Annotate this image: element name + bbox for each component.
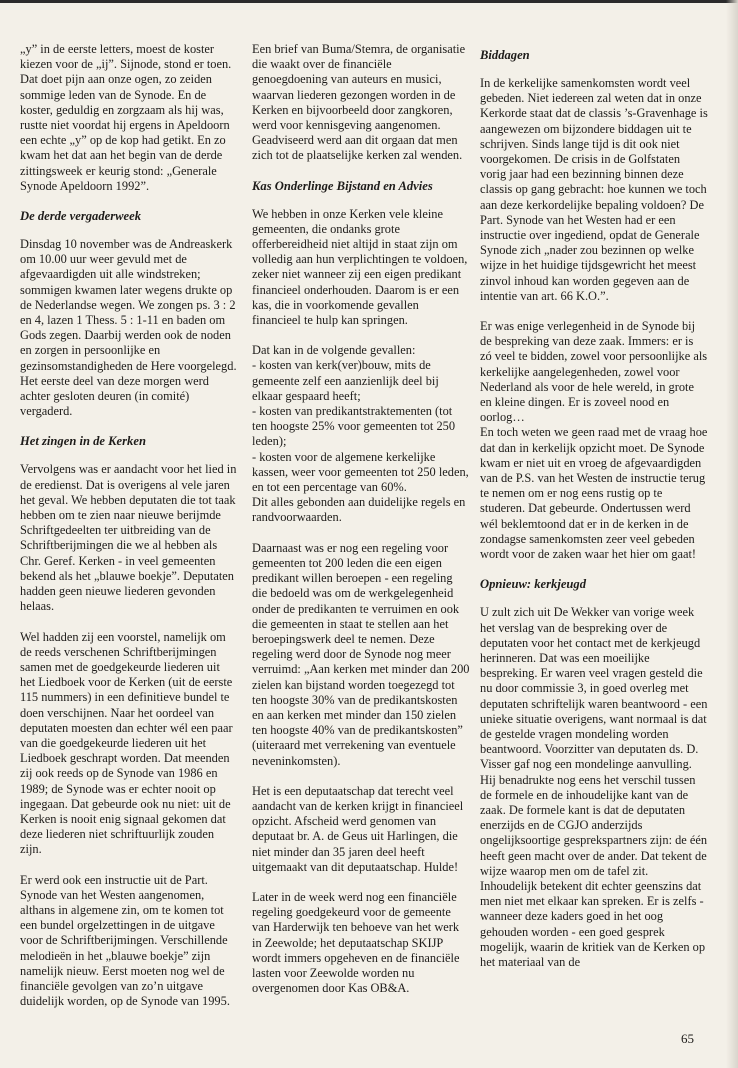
- scan-top-edge: [0, 0, 738, 3]
- paragraph: Er werd ook een instructie uit de Part. Synode van het Westen aangenomen, althans in algemene zin, om te komen tot een bundel orgelzettingen in de uitgave voor de Schriftberijmingen. Verschillende melodieën in het „blauwe boekje” zijn namelijk nieuw. Eerst moeten nog wel de financiële gevolgen van zo’n uitgave duidelijk worden, op de Synode van 1995.: [20, 872, 230, 1009]
- paragraph: Er was enige verlegenheid in de Synode bij de bespreking van deze zaak. Immers: er is zó veel te bidden, zowel voor persoonlijke als kerkelijke aangelegenheden, zowel voor Nederland als voor de hele wereld, in grote en kleine dingen. Er is zoveel nood en oorlog… En toch weten we geen raad met de vraag hoe dat dan in kerkelijk opzicht moet. De Synode kwam er niet uit en vroeg de afgevaardigden van de P.S. van het Westen de instructie terug te nemen om er nog eens rustig op te studeren. Dat gebeurde. Ondertussen werd wél beklemtoond dat er in de kerken in de zondagse samenkomsten zeer veel gebeden wordt voor de zaken waar het hier om gaat!: [480, 319, 708, 562]
- paragraph: Dat kan in de volgende gevallen: - kosten van kerk(ver)bouw, mits de gemeente zelf een aanzienlijk deel bij elkaar gespaard heeft; - kosten van predikantstraktementen (tot ten hoogste 25% voor gemeenten tot 250 leden); - kosten voor de algemene kerkelijke kassen, weer voor gemeenten tot 250 leden, en tot een percentage van 60%. Dit alles gebonden aan duidelijke regels en randvoorwaarden.: [252, 343, 469, 525]
- section-heading: Biddagen: [480, 48, 530, 62]
- paragraph: Wel hadden zij een voorstel, namelijk om de reeds verschenen Schriftberijmingen samen met de goedgekeurde liederen uit het Liedboek voor de Kerken (uit de eerste 115 nummers) in een definitieve bundel te doen verschijnen. Naar het oordeel van deputaten moesten dan echter wél een paar van die goedgekeurde liederen uit het Liedboek geschrapt worden. Dat meenden zij ook reeds op de Synode van 1986 en 1989; de Synode was er echter nooit op ingegaan. Dat gebeurde ook nu niet: uit de Kerken is nooit enig signaal gekomen dat deze liederen niet schriftuurlijk zouden zijn.: [20, 629, 233, 857]
- paragraph: We hebben in onze Kerken vele kleine gemeenten, die ondanks grote offerbereidheid niet altijd in staat zijn om volledig aan hun verplichtingen te voldoen, zeker niet wanneer zij een eigen predikant financieel onderhouden. Daarom is er een kas, die in voorkomende gevallen financieel te hulp kan springen.: [252, 206, 468, 328]
- paragraph: Een brief van Buma/Stemra, de organisatie die waakt over de financiële genoegdoening van auteurs en musici, waarvan liederen gezongen worden in de Kerken en bijvoorbeeld door zangkoren, werd voor kennisgeving aangenomen. Geadviseerd werd aan dit orgaan dat men zich tot de plaatselijke kerken zal wenden.: [252, 42, 466, 163]
- paragraph: Daarnaast was er nog een regeling voor gemeenten tot 200 leden die een eigen predikant willen beroepen - een regeling die bedoeld was om de werkgelegenheid onder de predikanten te verruimen en ook die gemeenten in staat te stellen aan het beroepingswerk deel te nemen. Deze regeling werd door de Synode nog meer verruimd: „Aan kerken met minder dan 200 zielen kan bijstand worden toegezegd tot ten hoogste 30% van de predikantskosten en aan kerken met minder dan 150 zielen ten hoogste 40% van de predikantskosten” (uiteraard met verrekening van eventuele neveninkomsten).: [252, 540, 470, 768]
- column-2: [252, 42, 470, 1011]
- paragraph: „y” in de eerste letters, moest de koster kiezen voor de „ij”. Sijnode, stond er toen. Dat doet pijn aan onze ogen, zo zeiden sommige leden van de Synode. En de koster, geduldig en zorgzaam als hij was, rustte niet voordat hij ergens in Apeldoorn een echte „y” op de kop had getikt. En zo kwam het dat aan het begin van de derde zittingsweek er keurig stond: „Generale Synode Apeldoorn 1992”.: [20, 42, 232, 193]
- paragraph: Vervolgens was er aandacht voor het lied in de eredienst. Dat is overigens al vele jaren het geval. We hebben deputaten die tot taak hebben om te zien naar nieuwe berijmde Schriftgedeelten ter uitbreiding van de Schriftberijmingen die we al hebben als Chr. Geref. Kerken - in veel gemeenten bekend als het „blauwe boekje”. Deputaten hadden geen nieuwe liederen gevonden helaas.: [20, 462, 237, 614]
- section-heading: De derde vergaderweek: [20, 209, 141, 224]
- scan-right-edge: [726, 0, 738, 1068]
- column-3: [480, 42, 708, 985]
- section-heading: Het zingen in de Kerken: [20, 434, 146, 449]
- paragraph: Het is een deputaatschap dat terecht veel aandacht van de kerken krijgt in financieel opzicht. Afscheid werd genomen van deputaat br. A. de Geus uit Harlingen, die niet minder dan 35 jaren deel heeft uitgemaakt van dit deputaatschap. Hulde!: [252, 783, 464, 874]
- column-1: [20, 42, 238, 1024]
- paragraph: U zult zich uit De Wekker van vorige week het verslag van de bespreking over de deputaten voor het contact met de kerkjeugd herinneren. Dat was een moeilijke bespreking. Er waren veel vragen gesteld die nu door commissie 3, in goed overleg met deputaten schriftelijk waren beantwoord - een unieke situatie overigens, want normaal is dat de gestelde vragen mondeling worden beantwoord. Voorzitter van deputaten ds. D. Visser gaf nog een mondelinge aanvulling. Hij benadrukte nog eens het verschil tussen de formele en de inhoudelijke kant van de zaak. De formele kant is dat de deputaten enerzijds en de CGJO anderzijds ongelijksoortige gesprekspartners zijn: de één heeft geen macht over de ander. Dat tekent de wijze waarop men om de tafel zit. Inhoudelijk betekent dit echter geenszins dat men niet met elkaar kan spreken. Er is zelfs - wanneer deze kaders goed in het oog gehouden worden - een goed gesprek mogelijk, waarin de kritiek van de Kerken op het materiaal van de: [480, 605, 708, 969]
- paragraph: Later in de week werd nog een financiële regeling goedgekeurd voor de gemeente van Harderwijk ten behoeve van het werk in Zeewolde; het deputaatschap SKIJP wordt immers opgeheven en de financiële lasten voor Zeewolde worden nu overgenomen door Kas OB&A.: [252, 889, 460, 996]
- section-heading: Opnieuw: kerkjeugd: [480, 577, 587, 592]
- paragraph: In de kerkelijke samenkomsten wordt veel gebeden. Niet iedereen zal weten dat in onze Kerkorde staat dat de classis ’s-Gravenhage is aangewezen om bijzondere biddagen uit te schrijven. Sinds lange tijd is dit ook niet voorgekomen. De crisis in de Golfstaten vorig jaar had een bezinning binnen deze classis op gang gebracht: hoe kunnen we toch aan deze kerkordelijke bepaling voldoen? De Part. Synode van het Westen had er een instructie over ingediend, opdat de Generale Synode zich „nader zou bezinnen op welke wijze in het huidige tijdsgewricht het meest zinvol inhoud kan worden gegeven aan de intentie van art. 66 K.O.”.: [480, 76, 708, 303]
- page-number: 65: [681, 1031, 694, 1046]
- paragraph: Dinsdag 10 november was de Andreaskerk om 10.00 uur weer gevuld met de afgevaardigden uit alle windstreken; sommigen kwamen later wegens drukte op de Nederlandse wegen. We zongen ps. 3 : 2 en 4, lazen 1 Thess. 5 : 1-11 en baden om Gods zegen. Daarbij werden ook de noden en zorgen in persoonlijke en gezinsomstandigheden de Here voorgelegd. Het eerste deel van deze morgen werd achter gesloten deuren (in comité) vergaderd.: [20, 237, 237, 419]
- section-heading: Kas Onderlinge Bijstand en Advies: [252, 178, 433, 193]
